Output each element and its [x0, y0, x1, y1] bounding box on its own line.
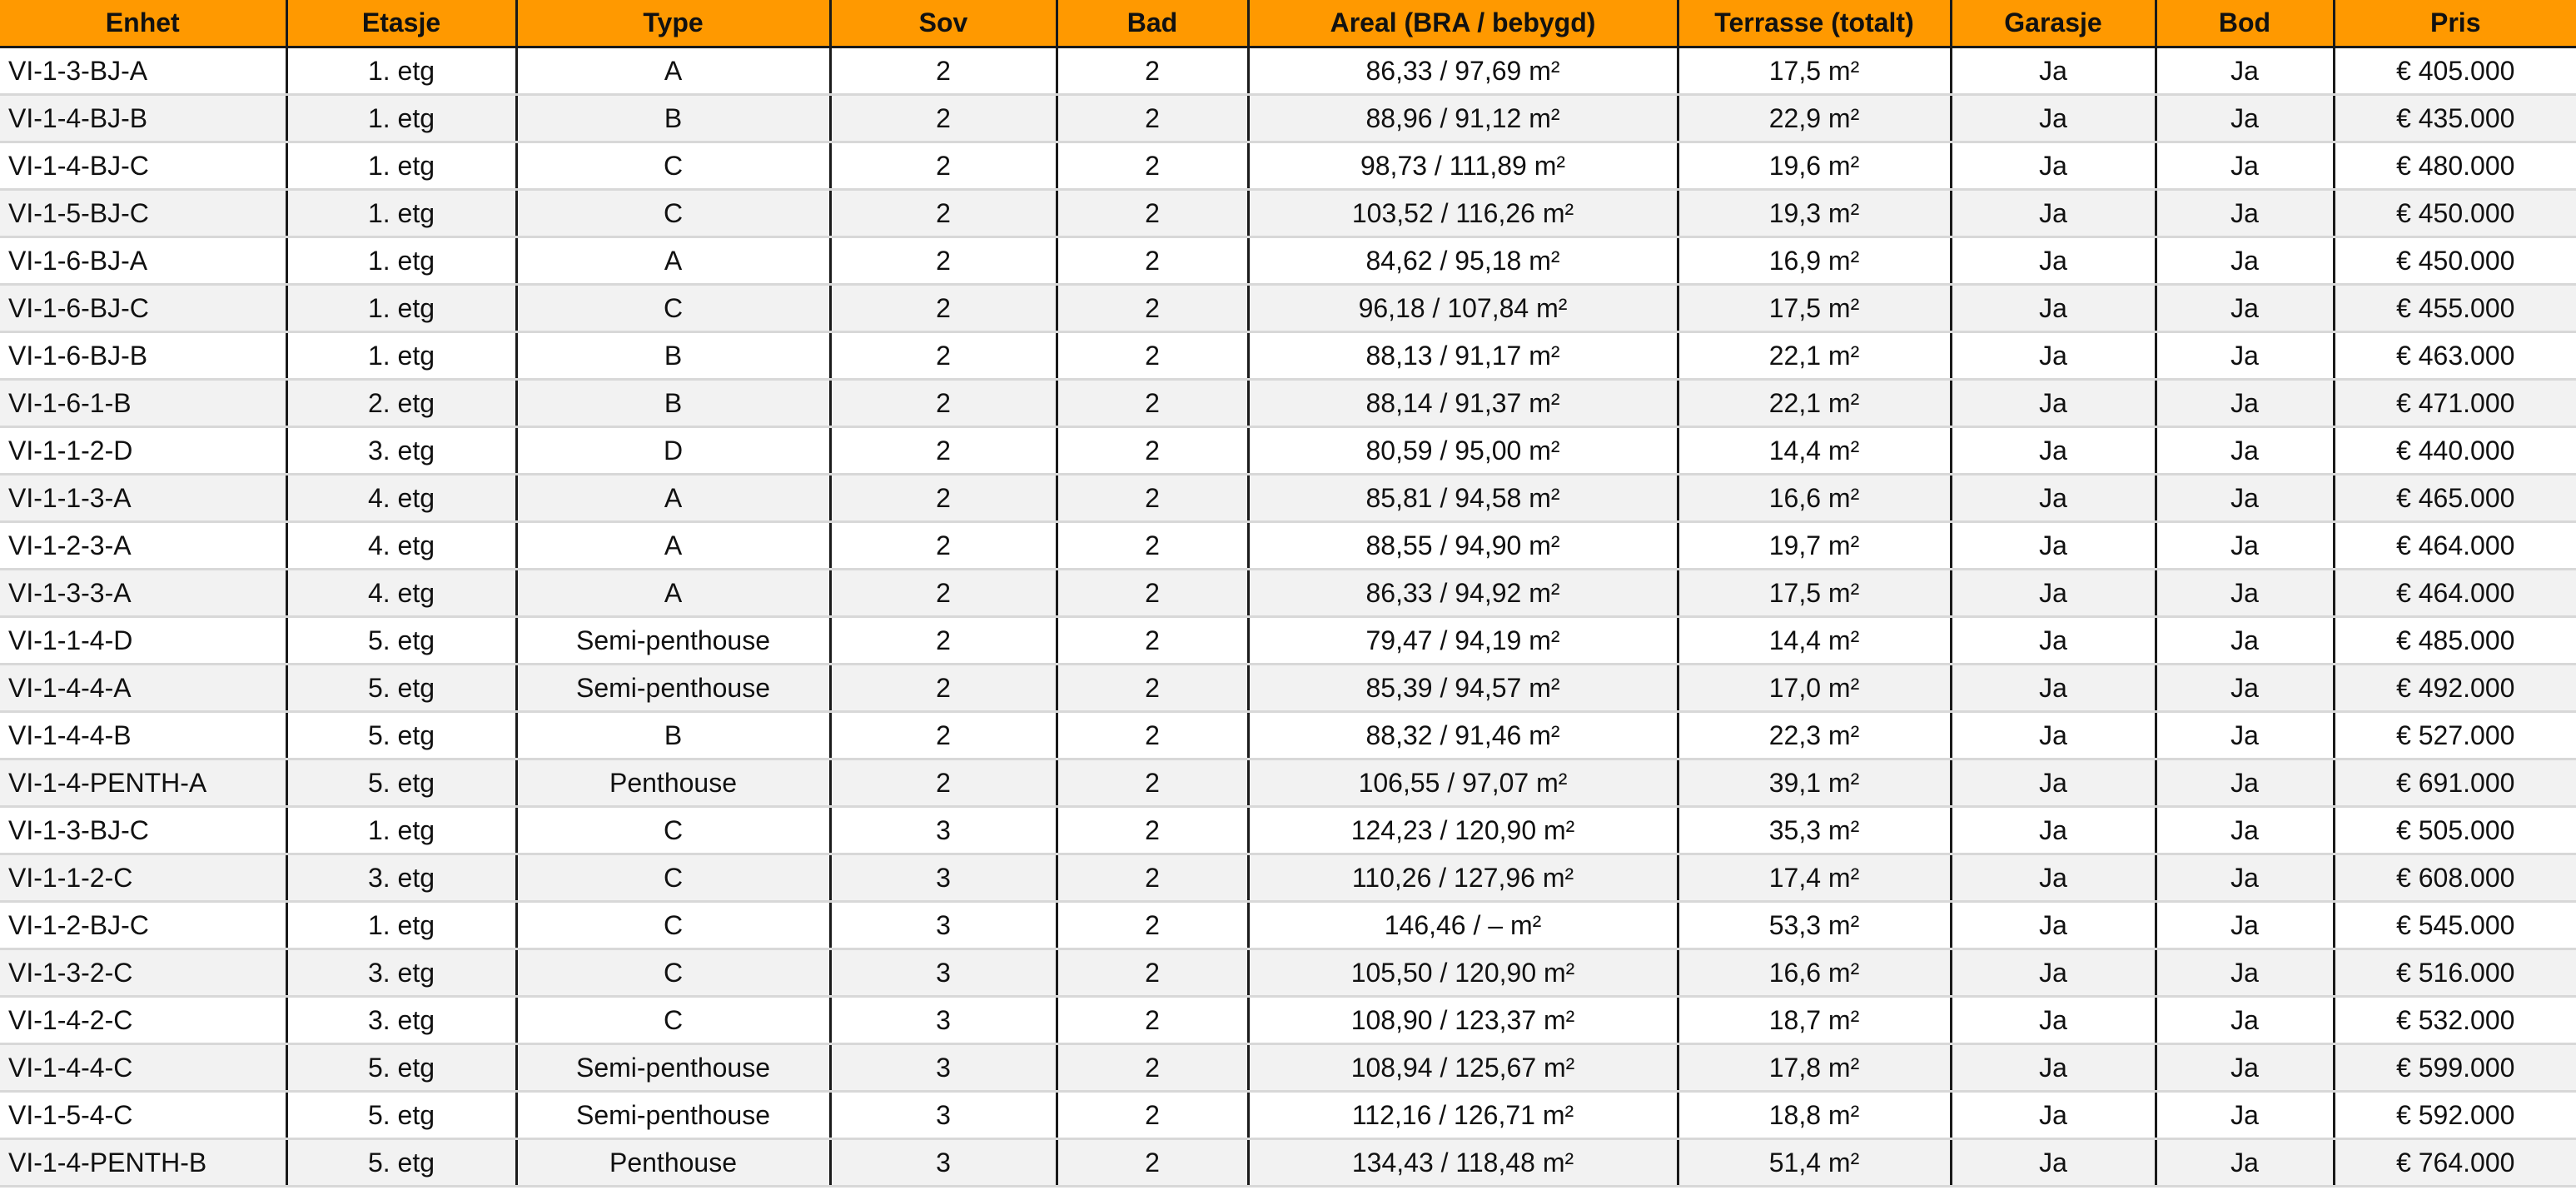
- cell-pris: € 485.000: [2334, 617, 2576, 665]
- cell-type: Semi-penthouse: [516, 665, 830, 712]
- cell-enhet: VI-1-4-4-A: [0, 665, 286, 712]
- cell-bad: 2: [1057, 47, 1248, 95]
- cell-type: D: [516, 427, 830, 475]
- cell-enhet: VI-1-4-BJ-B: [0, 95, 286, 142]
- cell-etasje: 4. etg: [286, 522, 516, 570]
- cell-etasje: 1. etg: [286, 285, 516, 332]
- cell-etasje: 5. etg: [286, 1139, 516, 1187]
- table-row: [0, 617, 2576, 665]
- cell-garasje: Ja: [1951, 1092, 2156, 1139]
- cell-etasje: 1. etg: [286, 237, 516, 285]
- cell-garasje: Ja: [1951, 902, 2156, 949]
- cell-garasje: Ja: [1951, 997, 2156, 1044]
- cell-pris: € 435.000: [2334, 95, 2576, 142]
- table-row: [0, 1092, 2576, 1139]
- cell-etasje: 3. etg: [286, 427, 516, 475]
- column-header-pris: Pris: [2334, 0, 2576, 47]
- cell-enhet: VI-1-4-4-B: [0, 712, 286, 759]
- cell-terrasse: 35,3 m²: [1678, 807, 1951, 854]
- cell-bod: Ja: [2156, 759, 2334, 807]
- cell-bad: 2: [1057, 902, 1248, 949]
- cell-garasje: Ja: [1951, 712, 2156, 759]
- cell-areal: 88,96 / 91,12 m²: [1248, 95, 1678, 142]
- cell-pris: € 450.000: [2334, 190, 2576, 237]
- cell-sov: 2: [830, 617, 1057, 665]
- cell-garasje: Ja: [1951, 617, 2156, 665]
- cell-terrasse: 22,1 m²: [1678, 332, 1951, 380]
- table-row: [0, 95, 2576, 142]
- cell-sov: 2: [830, 427, 1057, 475]
- cell-garasje: Ja: [1951, 237, 2156, 285]
- cell-areal: 88,13 / 91,17 m²: [1248, 332, 1678, 380]
- cell-type: A: [516, 237, 830, 285]
- cell-etasje: 5. etg: [286, 1044, 516, 1092]
- cell-garasje: Ja: [1951, 807, 2156, 854]
- cell-enhet: VI-1-4-PENTH-B: [0, 1139, 286, 1187]
- cell-bod: Ja: [2156, 47, 2334, 95]
- cell-enhet: VI-1-4-BJ-C: [0, 142, 286, 190]
- cell-areal: 134,43 / 118,48 m²: [1248, 1139, 1678, 1187]
- cell-sov: 3: [830, 1092, 1057, 1139]
- cell-type: C: [516, 902, 830, 949]
- cell-sov: 3: [830, 854, 1057, 902]
- cell-garasje: Ja: [1951, 759, 2156, 807]
- table-row: [0, 997, 2576, 1044]
- table-row: [0, 1044, 2576, 1092]
- cell-pris: € 532.000: [2334, 997, 2576, 1044]
- cell-pris: € 764.000: [2334, 1139, 2576, 1187]
- cell-bod: Ja: [2156, 902, 2334, 949]
- cell-enhet: VI-1-1-2-D: [0, 427, 286, 475]
- table-row: [0, 285, 2576, 332]
- cell-areal: 105,50 / 120,90 m²: [1248, 949, 1678, 997]
- header-row: [0, 0, 2576, 47]
- cell-areal: 124,23 / 120,90 m²: [1248, 807, 1678, 854]
- cell-bad: 2: [1057, 949, 1248, 997]
- cell-type: Semi-penthouse: [516, 1092, 830, 1139]
- cell-pris: € 545.000: [2334, 902, 2576, 949]
- cell-terrasse: 17,5 m²: [1678, 285, 1951, 332]
- cell-bod: Ja: [2156, 237, 2334, 285]
- cell-garasje: Ja: [1951, 522, 2156, 570]
- cell-garasje: Ja: [1951, 570, 2156, 617]
- cell-areal: 86,33 / 97,69 m²: [1248, 47, 1678, 95]
- cell-enhet: VI-1-2-BJ-C: [0, 902, 286, 949]
- cell-sov: 3: [830, 1139, 1057, 1187]
- cell-garasje: Ja: [1951, 47, 2156, 95]
- cell-areal: 106,55 / 97,07 m²: [1248, 759, 1678, 807]
- cell-bod: Ja: [2156, 1139, 2334, 1187]
- cell-sov: 2: [830, 759, 1057, 807]
- cell-garasje: Ja: [1951, 380, 2156, 427]
- cell-bad: 2: [1057, 570, 1248, 617]
- cell-etasje: 3. etg: [286, 854, 516, 902]
- cell-sov: 2: [830, 570, 1057, 617]
- cell-bod: Ja: [2156, 190, 2334, 237]
- table-row: [0, 807, 2576, 854]
- cell-bad: 2: [1057, 712, 1248, 759]
- cell-etasje: 4. etg: [286, 475, 516, 522]
- table-body: [0, 47, 2576, 1187]
- cell-sov: 2: [830, 95, 1057, 142]
- cell-enhet: VI-1-6-BJ-C: [0, 285, 286, 332]
- cell-enhet: VI-1-2-3-A: [0, 522, 286, 570]
- cell-bod: Ja: [2156, 380, 2334, 427]
- table-row: [0, 427, 2576, 475]
- cell-bod: Ja: [2156, 712, 2334, 759]
- cell-terrasse: 14,4 m²: [1678, 617, 1951, 665]
- cell-etasje: 1. etg: [286, 47, 516, 95]
- cell-areal: 84,62 / 95,18 m²: [1248, 237, 1678, 285]
- cell-bad: 2: [1057, 142, 1248, 190]
- cell-type: Penthouse: [516, 759, 830, 807]
- cell-bad: 2: [1057, 95, 1248, 142]
- cell-bad: 2: [1057, 332, 1248, 380]
- cell-bad: 2: [1057, 190, 1248, 237]
- cell-enhet: VI-1-4-2-C: [0, 997, 286, 1044]
- table-row: [0, 854, 2576, 902]
- cell-type: Semi-penthouse: [516, 1044, 830, 1092]
- cell-terrasse: 53,3 m²: [1678, 902, 1951, 949]
- cell-enhet: VI-1-6-1-B: [0, 380, 286, 427]
- column-header-garasje: Garasje: [1951, 0, 2156, 47]
- cell-etasje: 1. etg: [286, 807, 516, 854]
- table-row: [0, 902, 2576, 949]
- cell-bad: 2: [1057, 665, 1248, 712]
- cell-pris: € 492.000: [2334, 665, 2576, 712]
- cell-bod: Ja: [2156, 1092, 2334, 1139]
- cell-bad: 2: [1057, 1044, 1248, 1092]
- cell-areal: 88,32 / 91,46 m²: [1248, 712, 1678, 759]
- cell-bod: Ja: [2156, 617, 2334, 665]
- cell-garasje: Ja: [1951, 949, 2156, 997]
- cell-type: B: [516, 380, 830, 427]
- cell-type: C: [516, 854, 830, 902]
- cell-sov: 2: [830, 665, 1057, 712]
- cell-etasje: 5. etg: [286, 759, 516, 807]
- cell-sov: 3: [830, 1044, 1057, 1092]
- cell-enhet: VI-1-4-PENTH-A: [0, 759, 286, 807]
- cell-terrasse: 16,9 m²: [1678, 237, 1951, 285]
- cell-etasje: 2. etg: [286, 380, 516, 427]
- cell-bod: Ja: [2156, 1044, 2334, 1092]
- cell-sov: 2: [830, 47, 1057, 95]
- cell-garasje: Ja: [1951, 475, 2156, 522]
- table-row: [0, 949, 2576, 997]
- cell-pris: € 455.000: [2334, 285, 2576, 332]
- column-header-areal: Areal (BRA / bebygd): [1248, 0, 1678, 47]
- table-row: [0, 522, 2576, 570]
- cell-terrasse: 19,7 m²: [1678, 522, 1951, 570]
- cell-terrasse: 16,6 m²: [1678, 475, 1951, 522]
- table-row: [0, 665, 2576, 712]
- cell-bod: Ja: [2156, 949, 2334, 997]
- cell-areal: 112,16 / 126,71 m²: [1248, 1092, 1678, 1139]
- cell-areal: 88,55 / 94,90 m²: [1248, 522, 1678, 570]
- table-row: [0, 142, 2576, 190]
- cell-pris: € 608.000: [2334, 854, 2576, 902]
- cell-bad: 2: [1057, 1139, 1248, 1187]
- cell-etasje: 1. etg: [286, 902, 516, 949]
- cell-enhet: VI-1-1-4-D: [0, 617, 286, 665]
- table-row: [0, 332, 2576, 380]
- cell-enhet: VI-1-3-3-A: [0, 570, 286, 617]
- table-row: [0, 190, 2576, 237]
- cell-areal: 88,14 / 91,37 m²: [1248, 380, 1678, 427]
- table-row: [0, 1139, 2576, 1187]
- cell-bad: 2: [1057, 475, 1248, 522]
- cell-terrasse: 19,6 m²: [1678, 142, 1951, 190]
- cell-terrasse: 18,8 m²: [1678, 1092, 1951, 1139]
- cell-bad: 2: [1057, 807, 1248, 854]
- cell-etasje: 4. etg: [286, 570, 516, 617]
- cell-type: B: [516, 712, 830, 759]
- cell-terrasse: 17,0 m²: [1678, 665, 1951, 712]
- cell-etasje: 1. etg: [286, 95, 516, 142]
- cell-enhet: VI-1-3-BJ-C: [0, 807, 286, 854]
- cell-pris: € 463.000: [2334, 332, 2576, 380]
- cell-type: A: [516, 522, 830, 570]
- cell-sov: 2: [830, 380, 1057, 427]
- cell-garasje: Ja: [1951, 95, 2156, 142]
- cell-sov: 2: [830, 332, 1057, 380]
- cell-bad: 2: [1057, 237, 1248, 285]
- cell-bod: Ja: [2156, 570, 2334, 617]
- cell-sov: 3: [830, 807, 1057, 854]
- cell-terrasse: 17,5 m²: [1678, 570, 1951, 617]
- cell-sov: 3: [830, 902, 1057, 949]
- cell-type: B: [516, 95, 830, 142]
- cell-bad: 2: [1057, 522, 1248, 570]
- cell-pris: € 527.000: [2334, 712, 2576, 759]
- column-header-etasje: Etasje: [286, 0, 516, 47]
- cell-garasje: Ja: [1951, 1139, 2156, 1187]
- cell-areal: 85,81 / 94,58 m²: [1248, 475, 1678, 522]
- cell-pris: € 471.000: [2334, 380, 2576, 427]
- cell-garasje: Ja: [1951, 142, 2156, 190]
- cell-pris: € 440.000: [2334, 427, 2576, 475]
- cell-sov: 2: [830, 475, 1057, 522]
- column-header-enhet: Enhet: [0, 0, 286, 47]
- cell-pris: € 505.000: [2334, 807, 2576, 854]
- cell-bod: Ja: [2156, 285, 2334, 332]
- cell-terrasse: 17,4 m²: [1678, 854, 1951, 902]
- cell-bod: Ja: [2156, 522, 2334, 570]
- cell-type: A: [516, 47, 830, 95]
- cell-type: Penthouse: [516, 1139, 830, 1187]
- cell-bad: 2: [1057, 380, 1248, 427]
- cell-bod: Ja: [2156, 807, 2334, 854]
- cell-etasje: 5. etg: [286, 1092, 516, 1139]
- cell-terrasse: 22,9 m²: [1678, 95, 1951, 142]
- cell-terrasse: 22,1 m²: [1678, 380, 1951, 427]
- cell-type: C: [516, 285, 830, 332]
- cell-areal: 98,73 / 111,89 m²: [1248, 142, 1678, 190]
- cell-terrasse: 17,5 m²: [1678, 47, 1951, 95]
- cell-type: A: [516, 475, 830, 522]
- cell-areal: 96,18 / 107,84 m²: [1248, 285, 1678, 332]
- cell-etasje: 3. etg: [286, 949, 516, 997]
- cell-sov: 2: [830, 190, 1057, 237]
- table-row: [0, 47, 2576, 95]
- cell-type: C: [516, 142, 830, 190]
- cell-bad: 2: [1057, 759, 1248, 807]
- cell-sov: 3: [830, 949, 1057, 997]
- cell-bad: 2: [1057, 427, 1248, 475]
- cell-etasje: 1. etg: [286, 190, 516, 237]
- cell-enhet: VI-1-6-BJ-A: [0, 237, 286, 285]
- cell-bad: 2: [1057, 1092, 1248, 1139]
- column-header-bad: Bad: [1057, 0, 1248, 47]
- cell-bod: Ja: [2156, 142, 2334, 190]
- cell-bod: Ja: [2156, 427, 2334, 475]
- cell-bod: Ja: [2156, 997, 2334, 1044]
- cell-terrasse: 18,7 m²: [1678, 997, 1951, 1044]
- column-header-sov: Sov: [830, 0, 1057, 47]
- cell-etasje: 5. etg: [286, 712, 516, 759]
- cell-garasje: Ja: [1951, 665, 2156, 712]
- table-row: [0, 237, 2576, 285]
- cell-pris: € 464.000: [2334, 522, 2576, 570]
- cell-areal: 108,94 / 125,67 m²: [1248, 1044, 1678, 1092]
- cell-areal: 110,26 / 127,96 m²: [1248, 854, 1678, 902]
- table-row: [0, 759, 2576, 807]
- cell-pris: € 405.000: [2334, 47, 2576, 95]
- cell-etasje: 3. etg: [286, 997, 516, 1044]
- cell-type: C: [516, 997, 830, 1044]
- column-header-bod: Bod: [2156, 0, 2334, 47]
- cell-pris: € 450.000: [2334, 237, 2576, 285]
- column-header-terrasse: Terrasse (totalt): [1678, 0, 1951, 47]
- cell-etasje: 5. etg: [286, 665, 516, 712]
- cell-garasje: Ja: [1951, 190, 2156, 237]
- cell-garasje: Ja: [1951, 285, 2156, 332]
- cell-bad: 2: [1057, 997, 1248, 1044]
- table-row: [0, 475, 2576, 522]
- table-row: [0, 712, 2576, 759]
- cell-enhet: VI-1-1-2-C: [0, 854, 286, 902]
- cell-garasje: Ja: [1951, 1044, 2156, 1092]
- cell-pris: € 691.000: [2334, 759, 2576, 807]
- cell-garasje: Ja: [1951, 427, 2156, 475]
- cell-terrasse: 16,6 m²: [1678, 949, 1951, 997]
- cell-garasje: Ja: [1951, 854, 2156, 902]
- table-row: [0, 570, 2576, 617]
- cell-bad: 2: [1057, 285, 1248, 332]
- cell-bod: Ja: [2156, 332, 2334, 380]
- cell-bod: Ja: [2156, 854, 2334, 902]
- cell-pris: € 592.000: [2334, 1092, 2576, 1139]
- cell-terrasse: 22,3 m²: [1678, 712, 1951, 759]
- cell-sov: 3: [830, 997, 1057, 1044]
- cell-areal: 103,52 / 116,26 m²: [1248, 190, 1678, 237]
- cell-sov: 2: [830, 712, 1057, 759]
- cell-pris: € 516.000: [2334, 949, 2576, 997]
- cell-enhet: VI-1-6-BJ-B: [0, 332, 286, 380]
- cell-bod: Ja: [2156, 475, 2334, 522]
- cell-pris: € 465.000: [2334, 475, 2576, 522]
- cell-bod: Ja: [2156, 95, 2334, 142]
- cell-terrasse: 51,4 m²: [1678, 1139, 1951, 1187]
- cell-type: C: [516, 949, 830, 997]
- cell-enhet: VI-1-5-BJ-C: [0, 190, 286, 237]
- cell-bod: Ja: [2156, 665, 2334, 712]
- cell-pris: € 480.000: [2334, 142, 2576, 190]
- cell-etasje: 1. etg: [286, 332, 516, 380]
- cell-type: A: [516, 570, 830, 617]
- column-header-type: Type: [516, 0, 830, 47]
- cell-areal: 146,46 / – m²: [1248, 902, 1678, 949]
- table-row: [0, 380, 2576, 427]
- table-header: [0, 0, 2576, 47]
- cell-sov: 2: [830, 142, 1057, 190]
- cell-type: C: [516, 807, 830, 854]
- cell-enhet: VI-1-5-4-C: [0, 1092, 286, 1139]
- cell-pris: € 464.000: [2334, 570, 2576, 617]
- cell-sov: 2: [830, 522, 1057, 570]
- cell-areal: 86,33 / 94,92 m²: [1248, 570, 1678, 617]
- cell-terrasse: 17,8 m²: [1678, 1044, 1951, 1092]
- cell-sov: 2: [830, 237, 1057, 285]
- cell-bad: 2: [1057, 854, 1248, 902]
- cell-enhet: VI-1-1-3-A: [0, 475, 286, 522]
- cell-areal: 108,90 / 123,37 m²: [1248, 997, 1678, 1044]
- cell-terrasse: 19,3 m²: [1678, 190, 1951, 237]
- cell-pris: € 599.000: [2334, 1044, 2576, 1092]
- cell-areal: 79,47 / 94,19 m²: [1248, 617, 1678, 665]
- cell-enhet: VI-1-4-4-C: [0, 1044, 286, 1092]
- cell-areal: 85,39 / 94,57 m²: [1248, 665, 1678, 712]
- cell-bad: 2: [1057, 617, 1248, 665]
- cell-garasje: Ja: [1951, 332, 2156, 380]
- cell-enhet: VI-1-3-BJ-A: [0, 47, 286, 95]
- cell-type: Semi-penthouse: [516, 617, 830, 665]
- cell-type: B: [516, 332, 830, 380]
- cell-terrasse: 14,4 m²: [1678, 427, 1951, 475]
- cell-etasje: 5. etg: [286, 617, 516, 665]
- cell-sov: 2: [830, 285, 1057, 332]
- cell-terrasse: 39,1 m²: [1678, 759, 1951, 807]
- cell-areal: 80,59 / 95,00 m²: [1248, 427, 1678, 475]
- cell-type: C: [516, 190, 830, 237]
- cell-etasje: 1. etg: [286, 142, 516, 190]
- cell-enhet: VI-1-3-2-C: [0, 949, 286, 997]
